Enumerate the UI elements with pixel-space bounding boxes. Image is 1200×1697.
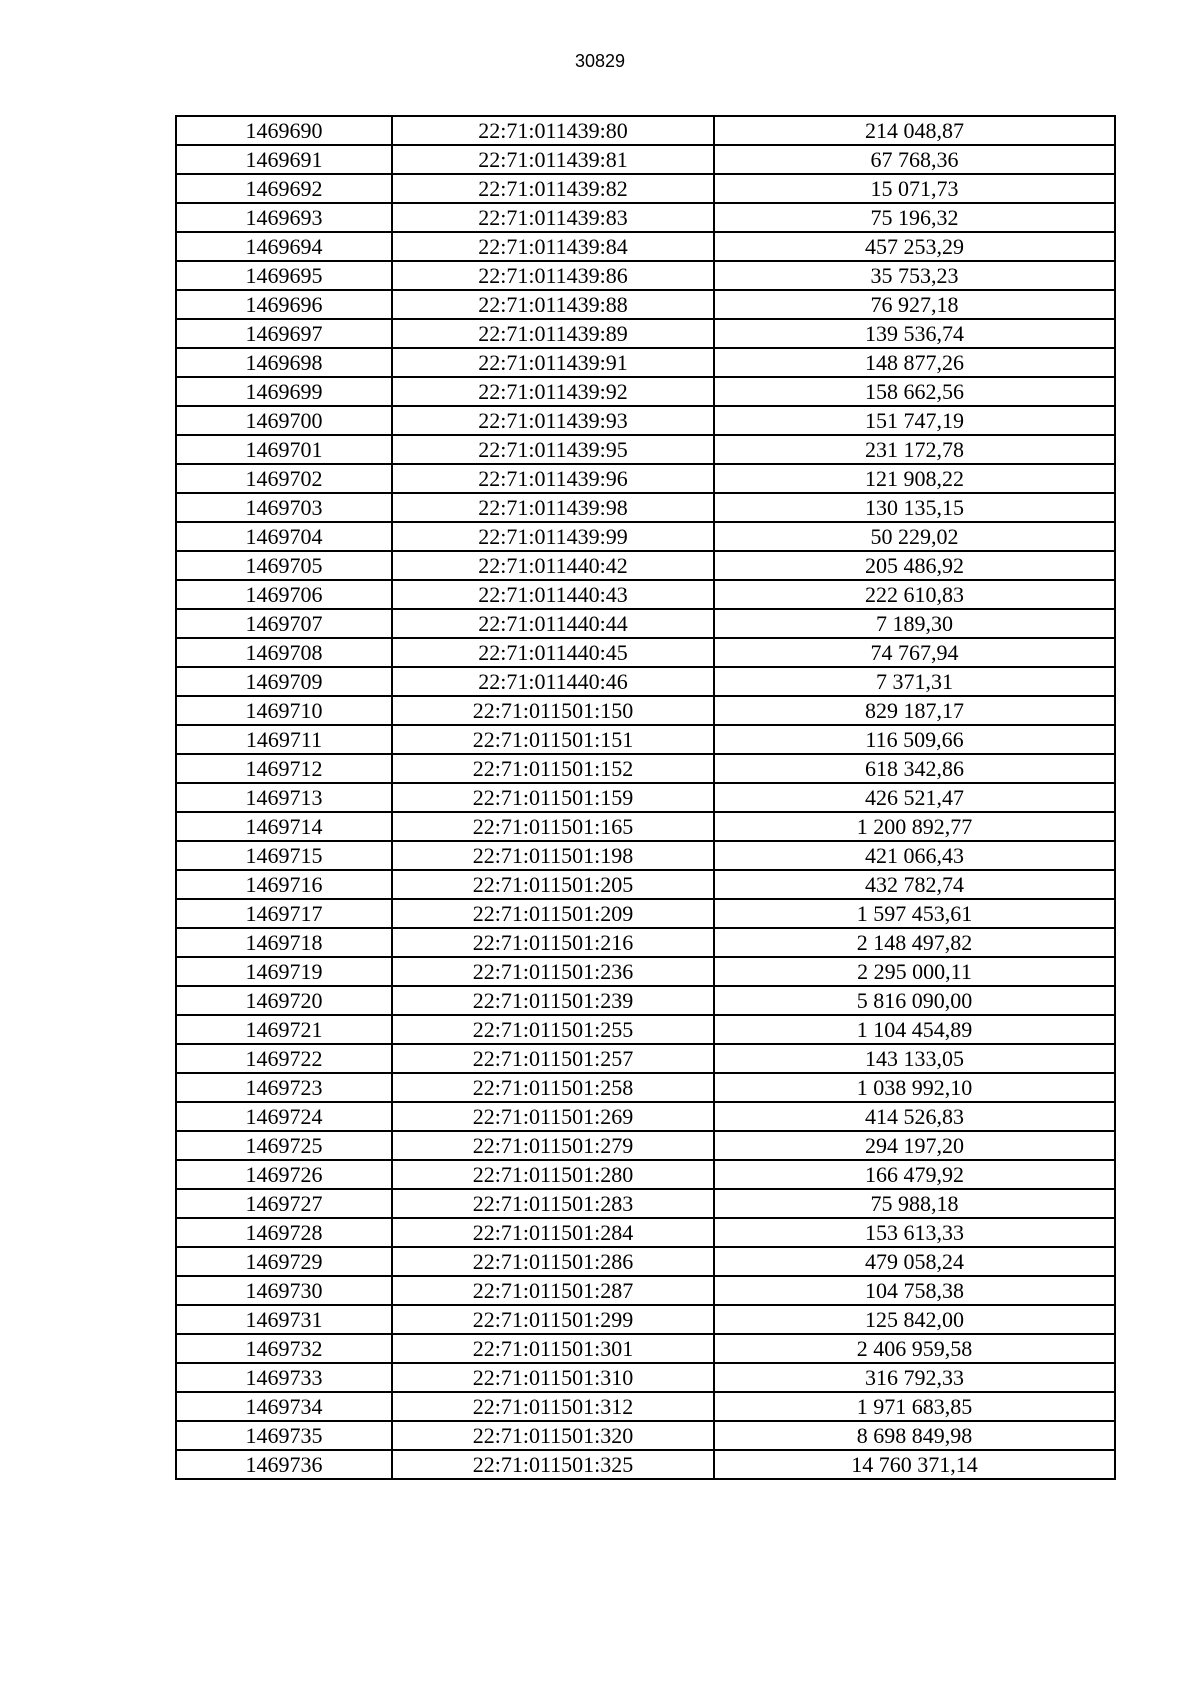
- cadastral-number-cell: 22:71:011501:286: [392, 1247, 714, 1276]
- value-cell: 294 197,20: [714, 1131, 1115, 1160]
- value-cell: 8 698 849,98: [714, 1421, 1115, 1450]
- table-row: [176, 1218, 1115, 1247]
- value-cell: 1 038 992,10: [714, 1073, 1115, 1102]
- value-cell: 75 988,18: [714, 1189, 1115, 1218]
- cadastral-number-cell: 22:71:011501:209: [392, 899, 714, 928]
- cadastral-number-cell: 22:71:011501:269: [392, 1102, 714, 1131]
- row-id-cell: 1469721: [176, 1015, 392, 1044]
- table-row: [176, 1102, 1115, 1131]
- value-cell: 1 200 892,77: [714, 812, 1115, 841]
- row-id-cell: 1469730: [176, 1276, 392, 1305]
- row-id-cell: 1469732: [176, 1334, 392, 1363]
- table-row: [176, 725, 1115, 754]
- table-row: [176, 261, 1115, 290]
- cadastral-number-cell: 22:71:011439:84: [392, 232, 714, 261]
- row-id-cell: 1469692: [176, 174, 392, 203]
- table-row: [176, 174, 1115, 203]
- table-row: [176, 435, 1115, 464]
- table-row: [176, 870, 1115, 899]
- row-id-cell: 1469709: [176, 667, 392, 696]
- row-id-cell: 1469702: [176, 464, 392, 493]
- cadastral-number-cell: 22:71:011439:86: [392, 261, 714, 290]
- cadastral-number-cell: 22:71:011501:299: [392, 1305, 714, 1334]
- value-cell: 479 058,24: [714, 1247, 1115, 1276]
- table-row: [176, 1305, 1115, 1334]
- cadastral-number-cell: 22:71:011501:159: [392, 783, 714, 812]
- table-row: [176, 609, 1115, 638]
- value-cell: 414 526,83: [714, 1102, 1115, 1131]
- row-id-cell: 1469701: [176, 435, 392, 464]
- table-row: [176, 1160, 1115, 1189]
- row-id-cell: 1469693: [176, 203, 392, 232]
- value-cell: 50 229,02: [714, 522, 1115, 551]
- value-cell: 14 760 371,14: [714, 1450, 1115, 1479]
- cadastral-number-cell: 22:71:011501:325: [392, 1450, 714, 1479]
- table-row: [176, 1363, 1115, 1392]
- value-cell: 5 816 090,00: [714, 986, 1115, 1015]
- cadastral-number-cell: 22:71:011501:205: [392, 870, 714, 899]
- value-cell: 139 536,74: [714, 319, 1115, 348]
- table-row: [176, 203, 1115, 232]
- cadastral-number-cell: 22:71:011501:151: [392, 725, 714, 754]
- value-cell: 104 758,38: [714, 1276, 1115, 1305]
- row-id-cell: 1469718: [176, 928, 392, 957]
- table-row: [176, 377, 1115, 406]
- row-id-cell: 1469735: [176, 1421, 392, 1450]
- table-row: [176, 812, 1115, 841]
- table-row: [176, 638, 1115, 667]
- row-id-cell: 1469691: [176, 145, 392, 174]
- table-row: [176, 986, 1115, 1015]
- table-row: [176, 754, 1115, 783]
- row-id-cell: 1469713: [176, 783, 392, 812]
- table-row: [176, 145, 1115, 174]
- row-id-cell: 1469727: [176, 1189, 392, 1218]
- value-cell: 166 479,92: [714, 1160, 1115, 1189]
- value-cell: 618 342,86: [714, 754, 1115, 783]
- value-cell: 457 253,29: [714, 232, 1115, 261]
- page-number: 30829: [574, 51, 626, 71]
- value-cell: 74 767,94: [714, 638, 1115, 667]
- table-row: [176, 841, 1115, 870]
- table-row: [176, 1421, 1115, 1450]
- cadastral-number-cell: 22:71:011439:93: [392, 406, 714, 435]
- table-row: [176, 1392, 1115, 1421]
- cadastral-number-cell: 22:71:011501:239: [392, 986, 714, 1015]
- cadastral-number-cell: 22:71:011501:312: [392, 1392, 714, 1421]
- cadastral-number-cell: 22:71:011501:320: [392, 1421, 714, 1450]
- row-id-cell: 1469724: [176, 1102, 392, 1131]
- row-id-cell: 1469736: [176, 1450, 392, 1479]
- table-row: [176, 1276, 1115, 1305]
- table-row: [176, 319, 1115, 348]
- data-table: [175, 115, 1116, 1480]
- value-cell: 151 747,19: [714, 406, 1115, 435]
- cadastral-number-cell: 22:71:011501:165: [392, 812, 714, 841]
- cadastral-number-cell: 22:71:011439:82: [392, 174, 714, 203]
- cadastral-number-cell: 22:71:011439:89: [392, 319, 714, 348]
- row-id-cell: 1469729: [176, 1247, 392, 1276]
- value-cell: 231 172,78: [714, 435, 1115, 464]
- cadastral-number-cell: 22:71:011439:92: [392, 377, 714, 406]
- value-cell: 432 782,74: [714, 870, 1115, 899]
- table-row: [176, 1247, 1115, 1276]
- value-cell: 76 927,18: [714, 290, 1115, 319]
- value-cell: 15 071,73: [714, 174, 1115, 203]
- row-id-cell: 1469734: [176, 1392, 392, 1421]
- table-row: [176, 1334, 1115, 1363]
- cadastral-number-cell: 22:71:011501:150: [392, 696, 714, 725]
- cadastral-number-cell: 22:71:011439:83: [392, 203, 714, 232]
- table-row: [176, 696, 1115, 725]
- table-row: [176, 348, 1115, 377]
- table-row: [176, 580, 1115, 609]
- row-id-cell: 1469723: [176, 1073, 392, 1102]
- cadastral-number-cell: 22:71:011439:96: [392, 464, 714, 493]
- table-row: [176, 116, 1115, 145]
- value-cell: 67 768,36: [714, 145, 1115, 174]
- table-row: [176, 957, 1115, 986]
- value-cell: 158 662,56: [714, 377, 1115, 406]
- cadastral-number-cell: 22:71:011501:283: [392, 1189, 714, 1218]
- table-row: [176, 783, 1115, 812]
- cadastral-number-cell: 22:71:011440:44: [392, 609, 714, 638]
- cadastral-number-cell: 22:71:011501:279: [392, 1131, 714, 1160]
- row-id-cell: 1469719: [176, 957, 392, 986]
- row-id-cell: 1469706: [176, 580, 392, 609]
- cadastral-number-cell: 22:71:011501:258: [392, 1073, 714, 1102]
- table-row: [176, 667, 1115, 696]
- row-id-cell: 1469700: [176, 406, 392, 435]
- value-cell: 121 908,22: [714, 464, 1115, 493]
- row-id-cell: 1469726: [176, 1160, 392, 1189]
- value-cell: 316 792,33: [714, 1363, 1115, 1392]
- value-cell: 1 597 453,61: [714, 899, 1115, 928]
- row-id-cell: 1469708: [176, 638, 392, 667]
- row-id-cell: 1469716: [176, 870, 392, 899]
- cadastral-number-cell: 22:71:011439:80: [392, 116, 714, 145]
- row-id-cell: 1469717: [176, 899, 392, 928]
- table-row: [176, 1450, 1115, 1479]
- cadastral-number-cell: 22:71:011501:284: [392, 1218, 714, 1247]
- table-row: [176, 899, 1115, 928]
- cadastral-number-cell: 22:71:011501:152: [392, 754, 714, 783]
- row-id-cell: 1469725: [176, 1131, 392, 1160]
- row-id-cell: 1469704: [176, 522, 392, 551]
- value-cell: 426 521,47: [714, 783, 1115, 812]
- row-id-cell: 1469711: [176, 725, 392, 754]
- table-row: [176, 928, 1115, 957]
- cadastral-number-cell: 22:71:011501:257: [392, 1044, 714, 1073]
- value-cell: 1 971 683,85: [714, 1392, 1115, 1421]
- cadastral-number-cell: 22:71:011501:280: [392, 1160, 714, 1189]
- row-id-cell: 1469712: [176, 754, 392, 783]
- value-cell: 75 196,32: [714, 203, 1115, 232]
- row-id-cell: 1469722: [176, 1044, 392, 1073]
- row-id-cell: 1469707: [176, 609, 392, 638]
- cadastral-number-cell: 22:71:011501:287: [392, 1276, 714, 1305]
- table-row: [176, 522, 1115, 551]
- cadastral-number-cell: 22:71:011439:98: [392, 493, 714, 522]
- table-row: [176, 406, 1115, 435]
- row-id-cell: 1469696: [176, 290, 392, 319]
- row-id-cell: 1469703: [176, 493, 392, 522]
- value-cell: 214 048,87: [714, 116, 1115, 145]
- row-id-cell: 1469715: [176, 841, 392, 870]
- row-id-cell: 1469697: [176, 319, 392, 348]
- value-cell: 148 877,26: [714, 348, 1115, 377]
- row-id-cell: 1469705: [176, 551, 392, 580]
- value-cell: 125 842,00: [714, 1305, 1115, 1334]
- row-id-cell: 1469699: [176, 377, 392, 406]
- table-row: [176, 290, 1115, 319]
- table-row: [176, 493, 1115, 522]
- value-cell: 2 148 497,82: [714, 928, 1115, 957]
- cadastral-number-cell: 22:71:011439:95: [392, 435, 714, 464]
- cadastral-number-cell: 22:71:011501:198: [392, 841, 714, 870]
- cadastral-number-cell: 22:71:011501:255: [392, 1015, 714, 1044]
- table-row: [176, 1073, 1115, 1102]
- value-cell: 35 753,23: [714, 261, 1115, 290]
- value-cell: 1 104 454,89: [714, 1015, 1115, 1044]
- cadastral-number-cell: 22:71:011440:46: [392, 667, 714, 696]
- cadastral-number-cell: 22:71:011440:42: [392, 551, 714, 580]
- value-cell: 829 187,17: [714, 696, 1115, 725]
- table-row: [176, 1131, 1115, 1160]
- value-cell: 222 610,83: [714, 580, 1115, 609]
- row-id-cell: 1469710: [176, 696, 392, 725]
- cadastral-number-cell: 22:71:011439:88: [392, 290, 714, 319]
- value-cell: 7 371,31: [714, 667, 1115, 696]
- cadastral-number-cell: 22:71:011501:301: [392, 1334, 714, 1363]
- row-id-cell: 1469731: [176, 1305, 392, 1334]
- table-body: [176, 116, 1115, 1479]
- value-cell: 7 189,30: [714, 609, 1115, 638]
- cadastral-number-cell: 22:71:011439:99: [392, 522, 714, 551]
- value-cell: 2 295 000,11: [714, 957, 1115, 986]
- value-cell: 153 613,33: [714, 1218, 1115, 1247]
- cadastral-number-cell: 22:71:011440:45: [392, 638, 714, 667]
- row-id-cell: 1469728: [176, 1218, 392, 1247]
- value-cell: 116 509,66: [714, 725, 1115, 754]
- cadastral-number-cell: 22:71:011501:236: [392, 957, 714, 986]
- table-row: [176, 551, 1115, 580]
- value-cell: 130 135,15: [714, 493, 1115, 522]
- table-row: [176, 232, 1115, 261]
- cadastral-number-cell: 22:71:011440:43: [392, 580, 714, 609]
- value-cell: 421 066,43: [714, 841, 1115, 870]
- value-cell: 143 133,05: [714, 1044, 1115, 1073]
- row-id-cell: 1469698: [176, 348, 392, 377]
- row-id-cell: 1469720: [176, 986, 392, 1015]
- cadastral-number-cell: 22:71:011439:91: [392, 348, 714, 377]
- cadastral-number-cell: 22:71:011439:81: [392, 145, 714, 174]
- table-row: [176, 1044, 1115, 1073]
- value-cell: 205 486,92: [714, 551, 1115, 580]
- row-id-cell: 1469733: [176, 1363, 392, 1392]
- table-row: [176, 1189, 1115, 1218]
- row-id-cell: 1469690: [176, 116, 392, 145]
- cadastral-number-cell: 22:71:011501:310: [392, 1363, 714, 1392]
- table-row: [176, 1015, 1115, 1044]
- table-row: [176, 464, 1115, 493]
- cadastral-number-cell: 22:71:011501:216: [392, 928, 714, 957]
- row-id-cell: 1469695: [176, 261, 392, 290]
- value-cell: 2 406 959,58: [714, 1334, 1115, 1363]
- row-id-cell: 1469714: [176, 812, 392, 841]
- row-id-cell: 1469694: [176, 232, 392, 261]
